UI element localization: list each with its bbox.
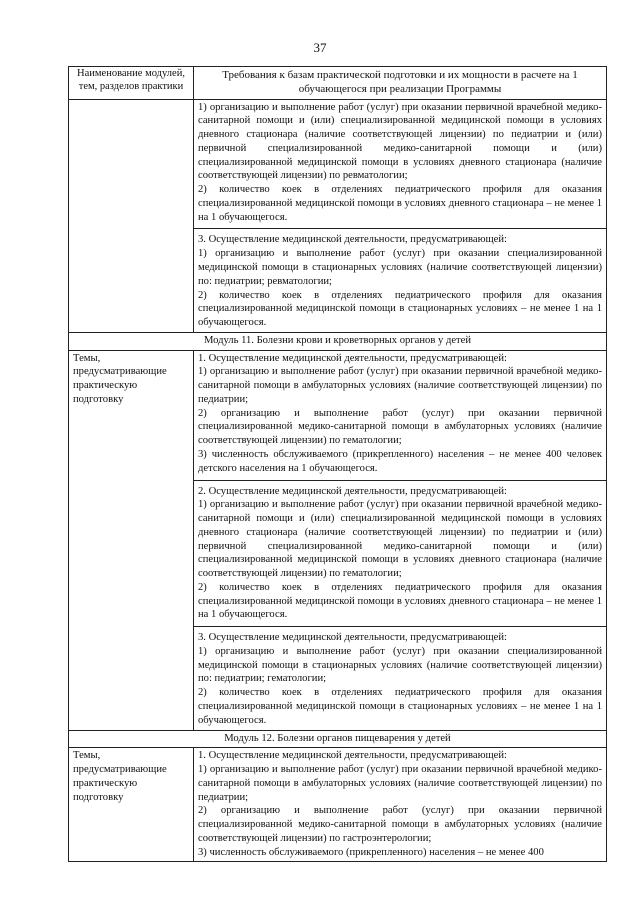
requirement-line: 3. Осуществление медицинской деятельности, предусматривающей:	[198, 632, 507, 644]
requirement-line: 1) организацию и выполнение работ (услуг) при оказании первичной врачебной медико-санитарной помощи и (или) специализированной медицинской помощи в условиях дневного стационара (наличие соответствующей лицензии) по педиатрии и (или) первичной специализированной медико-санитарной помощи и (или) специализированной медицинской помощи в условиях дневного стационара (наличие соответствующей лицензии) по гематологии;	[198, 499, 602, 580]
topic-label: Темы, предусматривающие практическую подготовку	[69, 748, 194, 862]
requirement-block	[194, 480, 606, 623]
requirement-line: 1) организацию и выполнение работ (услуг) при оказании первичной врачебной медико-санитарной помощи и (или) специализированной медицинской помощи в условиях дневного стационара (наличие соответствующей лицензии) по педиатрии и (или) первичной специализированной медико-санитарной помощи и (или) специализированной медицинской помощи в условиях дневного стационара (наличие соответствующей лицензии) по ревматологии;	[198, 101, 602, 182]
requirement-block	[198, 101, 602, 225]
requirements-cell	[194, 350, 607, 730]
requirement-line: 1) организацию и выполнение работ (услуг) при оказании специализированной медицинской помощи в стационарных условиях (наличие соответствующей лицензии) по: педиатрии; гематологии;	[198, 645, 602, 685]
requirement-line: 1. Осуществление медицинской деятельности, предусматривающей:	[198, 750, 507, 762]
requirements-cell	[194, 748, 607, 862]
requirements-cell	[194, 99, 607, 332]
module-title: Модуль 11. Болезни крови и кроветворных органов у детей	[69, 332, 607, 350]
requirement-block	[198, 749, 602, 859]
table-row	[69, 748, 607, 862]
requirement-line: 2) количество коек в отделениях педиатрического профиля для оказания специализированной медицинской помощи в условиях дневного стационара – не менее 1 на 1 обучающегося.	[198, 581, 602, 621]
requirements-table	[68, 66, 607, 862]
header-requirements-column: Требования к базам практической подготовки и их мощности в расчете на 1 обучающегося при реализации Программы	[194, 67, 607, 100]
requirement-line: 2. Осуществление медицинской деятельности, предусматривающей:	[198, 485, 507, 497]
requirement-block	[198, 352, 602, 476]
requirement-block	[194, 228, 606, 329]
requirement-line: 1. Осуществление медицинской деятельности, предусматривающей:	[198, 352, 507, 364]
requirement-line: 2) количество коек в отделениях педиатрического профиля для оказания специализированной медицинской помощи в стационарных условиях – не менее 1 на 1 обучающегося.	[198, 687, 602, 726]
requirement-line: 1) организацию и выполнение работ (услуг) при оказании первичной врачебной медико-санитарной помощи в амбулаторных условиях (наличие соответствующей лицензии) по педиатрии;	[198, 764, 602, 803]
requirement-line: 2) количество коек в отделениях педиатрического профиля для оказания специализированной медицинской помощи в стационарных условиях – не менее 1 на 1 обучающегося.	[198, 289, 602, 329]
page-number: 37	[313, 40, 327, 55]
module-title-row	[69, 332, 607, 350]
requirement-line: 1) организацию и выполнение работ (услуг) при оказании специализированной медицинской помощи в стационарных условиях (наличие соответствующей лицензии) по: педиатрии; ревматологии;	[198, 248, 602, 287]
requirement-block	[194, 626, 606, 727]
requirement-line: 3) численность обслуживаемого (прикрепленного) населения – не менее 400 человек детского населения на 1 обучающегося.	[198, 448, 602, 474]
topic-label	[69, 99, 194, 332]
table-row	[69, 350, 607, 730]
topic-label: Темы, предусматривающие практическую подготовку	[69, 350, 194, 730]
requirement-line: 2) количество коек в отделениях педиатрического профиля для оказания специализированной медицинской помощи в условиях дневного стационара – не менее 1 на 1 обучающегося.	[198, 184, 602, 223]
requirement-line: 3. Осуществление медицинской деятельности, предусматривающей:	[198, 234, 507, 246]
header-modules-column: Наименование модулей, тем, разделов практики	[69, 67, 194, 100]
table-row	[69, 99, 607, 332]
module-title-row	[69, 730, 607, 748]
table-header-row	[69, 67, 607, 100]
module-title: Модуль 12. Болезни органов пищеварения у детей	[69, 730, 607, 748]
requirement-line: 2) организацию и выполнение работ (услуг) при оказании первичной специализированной медико-санитарной помощи в амбулаторных условиях (наличие соответствующей лицензии) по гематологии;	[198, 407, 602, 447]
requirement-line: 3) численность обслуживаемого (прикрепленного) населения – не менее 400	[198, 846, 544, 858]
requirement-line: 2) организацию и выполнение работ (услуг) при оказании первичной специализированной медико-санитарной помощи в амбулаторных условиях (наличие соответствующей лицензии) по гастроэнтерологии;	[198, 805, 602, 844]
requirement-line: 1) организацию и выполнение работ (услуг) при оказании первичной врачебной медико-санитарной помощи в амбулаторных условиях (наличие соответствующей лицензии) по педиатрии;	[198, 366, 602, 405]
